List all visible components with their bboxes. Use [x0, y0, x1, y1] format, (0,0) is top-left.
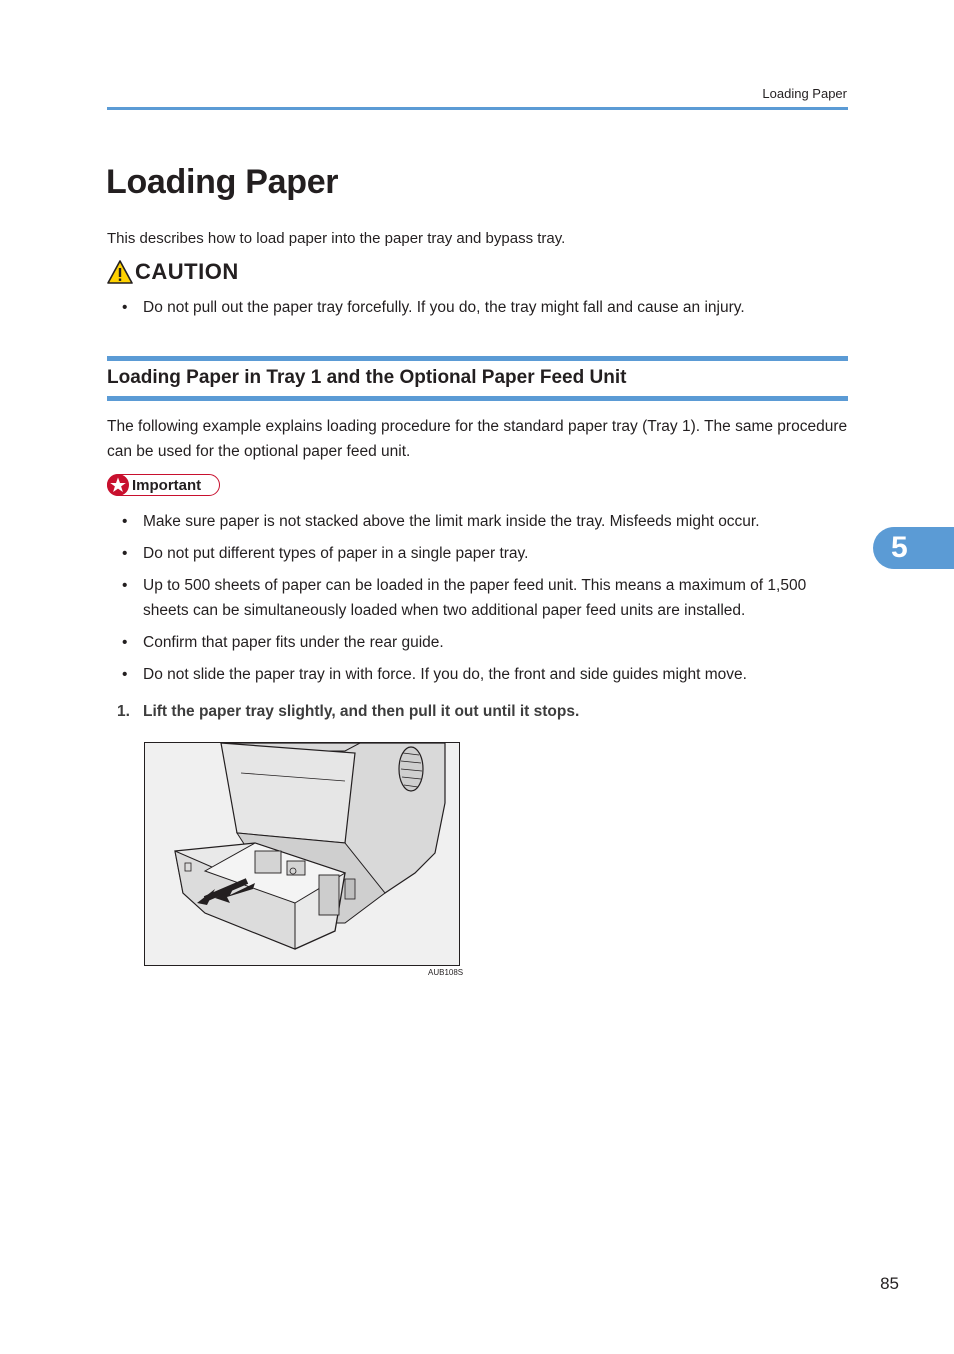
- list-item: • Up to 500 sheets of paper can be loaded in the paper feed unit. This means a maximum of 1,500 sheets can be simultaneously loaded when two additional paper feed units are installed.: [122, 577, 807, 619]
- important-item-text: Do not put different types of paper in a single paper tray.: [143, 545, 529, 562]
- list-item: • Confirm that paper fits under the rear guide.: [122, 634, 444, 651]
- caution-label: CAUTION: [135, 259, 239, 284]
- important-list: [107, 509, 848, 694]
- printer-illustration: [145, 743, 459, 965]
- important-item-text: Confirm that paper fits under the rear guide.: [143, 634, 444, 651]
- important-heading: [107, 473, 220, 497]
- header-rule: [107, 107, 848, 110]
- warning-triangle-icon: [107, 259, 133, 285]
- important-item-text: Do not slide the paper tray in with force. If you do, the front and side guides might move.: [143, 666, 747, 683]
- page-title: Loading Paper: [106, 163, 339, 201]
- important-label: Important: [132, 476, 202, 494]
- important-badge: [107, 474, 220, 496]
- figure-code: AUB108S: [428, 968, 464, 977]
- caution-list: [107, 295, 848, 320]
- list-item: • Do not slide the paper tray in with force. If you do, the front and side guides might move.: [122, 666, 747, 683]
- step-text: Lift the paper tray slightly, and then pull it out until it stops.: [143, 703, 580, 720]
- chapter-tab: [873, 527, 954, 569]
- printer-tray-illustration: [144, 742, 460, 966]
- important-item-text: Make sure paper is not stacked above the limit mark inside the tray. Misfeeds might occur.: [143, 513, 760, 530]
- intro-text: This describes how to load paper into the paper tray and bypass tray.: [107, 230, 566, 247]
- step-1: [117, 703, 579, 721]
- list-item: • Make sure paper is not stacked above the limit mark inside the tray. Misfeeds might occur.: [122, 513, 760, 530]
- page-number: 85: [880, 1274, 899, 1293]
- running-head: Loading Paper: [762, 86, 847, 101]
- caution-item-text: Do not pull out the paper tray forcefully. If you do, the tray might fall and cause an injury.: [143, 299, 745, 316]
- section-heading: Loading Paper in Tray 1 and the Optional Paper Feed Unit: [107, 367, 627, 388]
- star-icon: [107, 474, 129, 496]
- section-heading-block: [107, 356, 848, 401]
- list-item: • Do not pull out the paper tray forcefully. If you do, the tray might fall and cause an injury.: [122, 299, 745, 316]
- caution-heading: [107, 257, 239, 287]
- step-number: 1.: [117, 703, 130, 720]
- list-item: • Do not put different types of paper in a single paper tray.: [122, 545, 529, 562]
- important-item-text: Up to 500 sheets of paper can be loaded in the paper feed unit. This means a maximum of 1,500 sheets can be simultaneously loaded when two additional paper feed units are installed.: [143, 577, 807, 619]
- section-bottom-rule: [107, 396, 848, 401]
- chapter-number: 5: [891, 531, 908, 564]
- section-body-text: The following example explains loading procedure for the standard paper tray (Tray 1). The same procedure can be used for the optional paper feed unit.: [107, 418, 848, 460]
